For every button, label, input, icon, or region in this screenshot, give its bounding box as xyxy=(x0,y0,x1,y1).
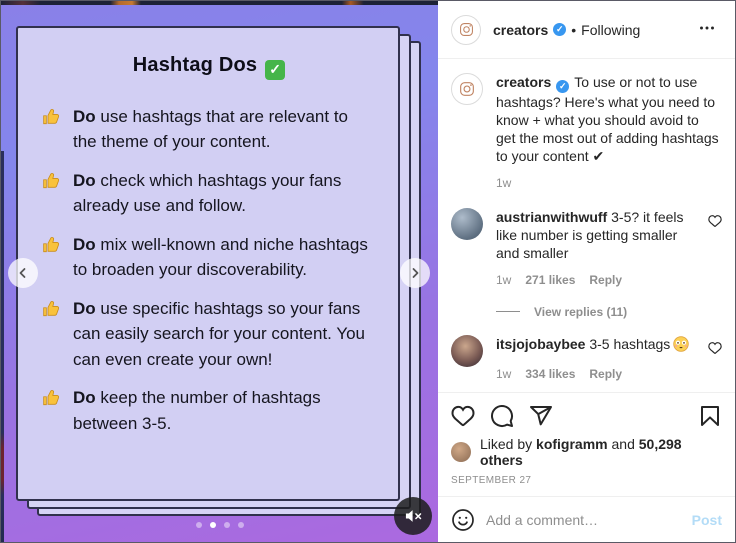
post-header xyxy=(438,1,735,59)
list-item-text: Do mix well-known and niche hashtags to broaden your discoverability. xyxy=(73,234,368,279)
slide-card-stack xyxy=(16,26,400,501)
commenter-avatar[interactable] xyxy=(451,335,483,367)
liked-by-others-count[interactable]: 50,298 others xyxy=(480,436,682,468)
list-item xyxy=(42,296,376,373)
view-replies-line xyxy=(496,311,520,312)
comment-button[interactable] xyxy=(490,404,514,428)
liker-avatar[interactable] xyxy=(451,442,471,462)
carousel-prev-button[interactable] xyxy=(8,258,38,288)
comment-like-button[interactable] xyxy=(708,341,722,358)
like-button[interactable] xyxy=(451,404,475,428)
check-mark-button-icon: ✓ xyxy=(265,60,285,80)
more-options-button[interactable] xyxy=(692,13,722,46)
paper-plane-icon xyxy=(529,404,553,428)
bookmark-icon xyxy=(698,404,722,428)
heart-icon xyxy=(708,341,722,355)
comment-timestamp: 1w xyxy=(496,272,512,287)
heart-icon xyxy=(451,404,475,428)
comment-text: 3-5? it feels like number is getting smaller and smaller xyxy=(496,208,684,261)
carousel-next-button[interactable] xyxy=(400,258,430,288)
list-item-text: Do check which hashtags your fans already use and follow. xyxy=(73,170,342,215)
post-detail-pane xyxy=(438,1,735,542)
slide-card xyxy=(16,26,400,501)
carousel-dot-1[interactable] xyxy=(196,522,202,528)
slide-title-text: Hashtag Dos xyxy=(132,54,258,76)
smiley-icon xyxy=(451,508,475,532)
list-item-text: Do use hashtags that are relevant to the theme of your content. xyxy=(73,106,349,151)
comment-input[interactable] xyxy=(486,512,681,528)
reply-button[interactable]: Reply xyxy=(589,272,623,287)
comment-bubble-icon xyxy=(490,404,514,428)
video-edge-left xyxy=(1,151,4,542)
header-separator: • xyxy=(571,21,577,38)
thumbs-up-icon xyxy=(42,235,62,283)
instagram-logo-icon xyxy=(459,81,475,97)
verified-badge-icon: ✓ xyxy=(553,23,566,36)
chevron-right-icon xyxy=(409,267,421,279)
list-item-text: Do keep the number of hashtags between 3-5. xyxy=(73,388,321,433)
instagram-logo-icon xyxy=(459,22,474,37)
list-item-text: Do use specific hashtags so your fans can easily search for your content. You can even create your own! xyxy=(73,298,366,369)
comment-like-button[interactable] xyxy=(708,214,722,231)
list-item xyxy=(42,168,376,219)
liked-by-username[interactable]: kofigramm xyxy=(536,436,608,452)
thumbs-up-icon xyxy=(42,299,62,373)
caption-timestamp: 1w xyxy=(496,175,512,190)
post-date: SEPTEMBER 27 xyxy=(451,475,532,486)
post-comment-button[interactable]: Post xyxy=(691,511,722,528)
caption-row xyxy=(451,73,722,192)
emoji-picker-button[interactable] xyxy=(451,508,475,532)
liked-by-prefix: Liked by xyxy=(480,436,533,452)
caption-text: To use or not to use hashtags? Here's what you need to know + what you should avoid to get the most out of adding hashtags to your content ✔ xyxy=(496,74,719,164)
list-item xyxy=(42,104,376,155)
more-options-icon xyxy=(696,17,718,39)
comment-text: 3-5 hashtags xyxy=(589,335,671,352)
creators-avatar[interactable] xyxy=(451,15,481,45)
comment-likes-count[interactable]: 334 likes xyxy=(525,366,576,381)
liked-by-row xyxy=(451,434,722,468)
action-bar xyxy=(451,399,722,434)
comment-timestamp: 1w xyxy=(496,366,512,381)
add-comment-bar xyxy=(438,496,735,542)
comment-username[interactable]: austrianwithwuff xyxy=(496,208,608,225)
carousel-dot-2[interactable] xyxy=(210,522,216,528)
view-replies-button[interactable] xyxy=(496,305,627,319)
list-item xyxy=(42,232,376,283)
view-replies-label: View replies (11) xyxy=(534,304,628,319)
reply-button[interactable]: Reply xyxy=(589,366,623,381)
engagement-section xyxy=(438,392,735,496)
caption-body xyxy=(496,73,722,192)
comment-meta xyxy=(496,365,700,383)
comments-section xyxy=(438,59,735,392)
header-username[interactable]: creators xyxy=(493,21,549,38)
share-button[interactable] xyxy=(529,404,553,428)
comment-row xyxy=(451,208,722,319)
comment-likes-count[interactable]: 271 likes xyxy=(525,272,576,287)
carousel-dots xyxy=(1,522,438,528)
following-button[interactable]: Following xyxy=(581,21,641,38)
verified-badge-icon: ✓ xyxy=(556,80,569,93)
caption-username[interactable]: creators xyxy=(496,74,552,90)
muted-speaker-icon xyxy=(403,506,423,526)
carousel-dot-4[interactable] xyxy=(238,522,244,528)
post-media[interactable] xyxy=(1,1,438,542)
video-edge-top xyxy=(1,1,438,5)
carousel-dot-3[interactable] xyxy=(224,522,230,528)
liked-by-conjunction: and xyxy=(611,436,635,452)
list-item xyxy=(42,385,376,436)
comment-meta xyxy=(496,271,700,289)
heart-icon xyxy=(708,214,722,228)
thumbs-up-icon xyxy=(42,171,62,219)
chevron-left-icon xyxy=(17,267,29,279)
flushed-face-emoji-icon xyxy=(673,339,689,355)
save-button[interactable] xyxy=(698,404,722,428)
thumbs-up-icon xyxy=(42,388,62,436)
commenter-avatar[interactable] xyxy=(451,208,483,240)
comment-body xyxy=(496,335,700,383)
comment-username[interactable]: itsjojobaybee xyxy=(496,335,586,352)
comment-body xyxy=(496,208,700,319)
liked-by-text xyxy=(480,436,722,468)
thumbs-up-icon xyxy=(42,107,62,155)
comment-row xyxy=(451,335,722,383)
mute-button[interactable] xyxy=(394,497,432,535)
creators-avatar[interactable] xyxy=(451,73,483,105)
slide-title xyxy=(42,54,376,80)
